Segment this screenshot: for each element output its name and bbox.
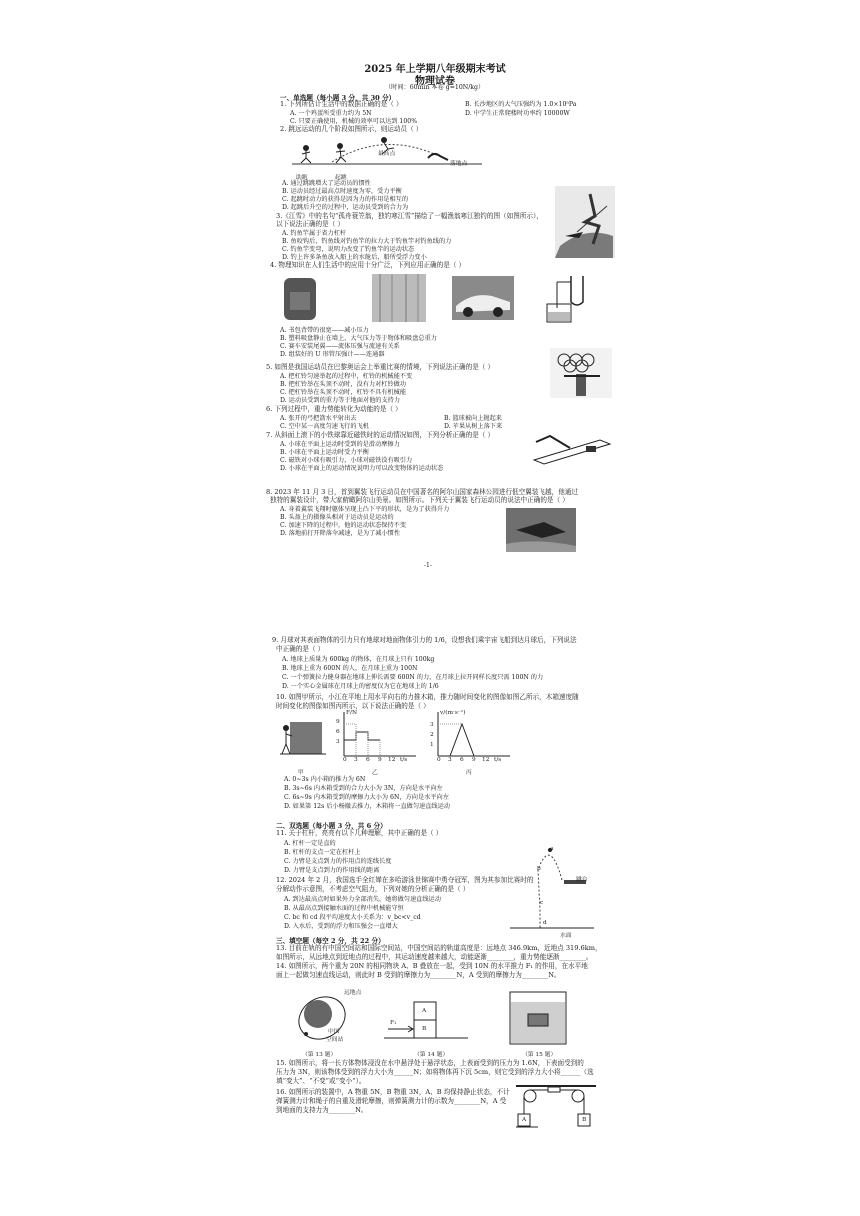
q7-stem: 7. 从斜面上滚下的小铁球靠近磁铁时的运动情况如图，下列分析正确的是（ ） <box>266 431 495 439</box>
exam-subject: 物理试卷 <box>415 76 455 87</box>
q9-option-a: A. 地球上质量为 600kg 的物体，在月球上只有 100kg <box>282 656 435 663</box>
q10-f-t-tick-0: 0 <box>343 757 347 763</box>
q10-fig-label-jia: 甲 <box>298 770 304 776</box>
q13-line-1: 13. 目前在轨的有中国空间站和国际空间站，中国空间站的轨道高度是：远地点 346.9km，近地点 319.6km， <box>276 944 602 952</box>
q1-stem: 1. 下列所估计生活中的数据正确的是（ ） <box>280 100 403 108</box>
caption-q14: （第 14 题） <box>414 1052 449 1058</box>
q12-option-b: B. 从最高点到接触水面的过程中机械能守恒 <box>284 905 404 912</box>
q14-line-1: 14. 如图所示，两个重为 20N 的相同物块 A、B 叠放在一起，受到 10N 的水平推力 F₁ 的作用，在水平地 <box>276 962 588 970</box>
fishing-painting-image <box>555 186 615 258</box>
q13-label-station: 空间站 <box>326 1037 344 1043</box>
weightlifting-image <box>550 348 612 398</box>
wingsuit-image <box>506 508 576 552</box>
q16-label-a: A <box>522 1117 527 1123</box>
q3-stem-2: 以下说法正确的是（ ） <box>276 220 345 228</box>
q10-v-axis-label: v/(m·s⁻¹) <box>440 710 466 716</box>
q12-stem-1: 12. 2024 年 2 月，我国选手全红婵在多哈游泳世锦赛中勇夺冠军，图为其参加比赛时的 <box>276 876 534 884</box>
q12-option-c: C. bc 和 cd 段平均速度大小关系为：v_bc<v_cd <box>284 914 421 921</box>
q7-option-d: D. 小球在平面上的运动情况说明力可以改变物体的运动状态 <box>280 465 444 472</box>
section-double-choice: 二、双选题（每小题 3 分，共 6 分） <box>276 822 387 830</box>
q10-f-tick-9: 9 <box>336 719 340 725</box>
q9-stem-2: 中正确的是（ ） <box>276 645 325 653</box>
q10-v-tick-2: 2 <box>430 732 434 738</box>
q16-line-2: 弹簧测力计和绳子的自重及滑轮摩擦，则弹簧测力计的示数为________N，A 受 <box>276 1097 507 1105</box>
q10-v-t-tick-12: 12 <box>482 757 490 763</box>
q8-option-b: B. 头盔上的摄像头相对于运动员是运动的 <box>280 514 394 521</box>
q15-beaker-figure <box>506 988 570 1046</box>
q1-option-d: D. 中学生正常爬楼时功率约 10000W <box>465 110 570 117</box>
q6-option-a: A. 张开的弓把箭水平射出去 <box>280 415 357 422</box>
q10-v-t-tick-3: 3 <box>448 757 452 763</box>
q8-option-a: A. 身着翼装飞翔时躯体呈现上凸下平的形状，是为了获得升力 <box>280 506 450 513</box>
magnet-ramp-figure <box>530 430 614 468</box>
q2-stem: 2. 跳远运动的几个阶段如图所示，则运动员（ ） <box>280 125 423 133</box>
q8-stem-1: 8. 2023 年 11 月 3 日，首到翼装飞行运动员在中国著名的阿尔山国家森林公园进行低空翼装飞越，他通过 <box>266 488 578 496</box>
q10-v-t-axis-label: t/s <box>494 757 502 763</box>
q8-option-c: C. 加速下降的过程中，他的运动状态保持不变 <box>280 522 407 529</box>
q4-option-a: A. 书包背带的很宽——减小压力 <box>280 327 369 334</box>
q6-stem: 6. 下列过程中，重力势能转化为动能的是（ ） <box>266 405 402 413</box>
q7-option-a: A. 小球在平面上运动时受到的是滑动摩擦力 <box>280 441 400 448</box>
q12-point-a: a <box>550 846 554 852</box>
q2-label-run: 助跑 <box>296 175 308 181</box>
q10-option-d: D. 如果第 12s 后小杨撤去推力，木箱将一直做匀速直线运动 <box>284 803 450 810</box>
q3-option-b: B. 鱼咬钩后，钓鱼线对钓鱼竿的拉力大于钓鱼竿对钓鱼线的力 <box>282 238 452 245</box>
q5-option-d: D. 运动员受到的重力等于地面对他的支持力 <box>280 397 401 404</box>
q9-option-c: C. 一个弹簧拉力健身器在地球上伸长需要 600N 的力，在月球上拉开同样长度只需 100N 的力 <box>282 674 544 681</box>
section-fill-blank: 三、填空题（每空 2 分，共 22 分） <box>276 937 385 945</box>
q2-label-landing: 落地点 <box>450 161 468 167</box>
q6-option-c: C. 空中某一高度匀速飞行的飞机 <box>280 423 369 430</box>
q12-label-platform: 跳台 <box>576 877 588 883</box>
q10-f-t-axis-label: t/s <box>400 757 408 763</box>
q14-line-2: 面上一起做匀速直线运动，则此时 B 受到的摩擦力为________N，A 受到的摩擦力为________N。 <box>276 971 561 979</box>
q10-option-a: A. 0~3s 内小箱的推力为 6N <box>284 776 366 783</box>
q10-stem-2: 时间变化的图像如图丙所示，以下说法正确的是（ ） <box>276 702 430 710</box>
q11-option-d: D. 力臂是支点到力的作用线的距离 <box>284 867 380 874</box>
q2-option-d: D. 起跳后升空的过程中，运动员受到的合力为 <box>282 204 409 211</box>
q10-f-tick-3: 3 <box>336 739 340 745</box>
q3-option-c: C. 钓鱼竿变弯，说明力改变了钓鱼竿的运动状态 <box>282 246 415 253</box>
q7-option-b: B. 小球在平面上运动时受力平衡 <box>280 449 369 456</box>
q10-velocity-time-graph <box>426 710 514 764</box>
q12-point-d: d <box>543 920 547 926</box>
u-tube-manometer-image <box>545 272 589 326</box>
q13-line-2: 如图所示，从远地点到近地点的过程中，其运动速度越来越大，动能逐渐________，重力势能逐渐________。 <box>276 953 593 961</box>
q4-option-b: B. 塑料吸盘静止在墙上，大气压力等于物体和吸盘总重力 <box>280 335 437 342</box>
q10-option-c: C. 6s~9s 内木箱受到的摩擦力大小为 6N，方向是水平向左 <box>284 794 449 801</box>
q2-option-c: C. 起跳时动力的获得是因为力的作用是相互的 <box>282 196 409 203</box>
q15-line-1: 15. 如图所示，将一长方体物体浸没在水中悬浮处于悬浮状态，上表面受到的压力为 1.6N，下表面受到的 <box>276 1059 584 1067</box>
q4-option-c: C. 赛车安装尾翼——流体压强与流速有关系 <box>280 343 400 350</box>
exam-title: 2025 年上学期八年级期末考试 <box>364 64 506 75</box>
q10-v-t-tick-9: 9 <box>472 757 476 763</box>
q12-point-c: c <box>540 900 544 906</box>
q1-option-a: A. 一个鸡蛋所受重力约为 5N <box>290 110 372 117</box>
q2-option-a: A. 通过跳跳增大了运动员的惯性 <box>282 180 371 187</box>
q12-label-water: 水面 <box>560 933 572 939</box>
q11-option-a: A. 杠杆一定是直的 <box>284 840 336 847</box>
q14-label-f1: F₁ <box>390 1020 397 1026</box>
q16-label-b: B <box>582 1117 587 1123</box>
q10-f-t-tick-6: 6 <box>366 757 370 763</box>
q2-label-highest: 最高点 <box>378 151 396 157</box>
q1-option-b: B. 长沙地区的大气压强约为 1.0×10⁵Pa <box>465 101 577 108</box>
backpack-image <box>280 274 320 322</box>
q10-v-tick-3: 3 <box>430 722 434 728</box>
q10-push-box-figure <box>280 716 326 758</box>
q10-v-t-tick-0: 0 <box>437 757 441 763</box>
q14-blocks-figure <box>384 994 468 1044</box>
q2-label-takeoff: 起跳 <box>335 175 347 181</box>
q5-option-b: B. 把杠铃举在头顶不动时，没有力对杠铃做功 <box>280 381 407 388</box>
q10-v-t-tick-6: 6 <box>460 757 464 763</box>
suction-cup-image <box>372 274 426 322</box>
q9-option-b: B. 地球上重为 600N 的人，在月球上重为 100N <box>282 665 418 672</box>
q2-option-b: B. 运动员经过最高点时速度为零，受力平衡 <box>282 188 402 195</box>
q3-stem-1: 3.《江雪》中的名句“孤舟蓑笠翁，独钓寒江雪”描绘了一幅渔翁寒江独钓的图（如图所示）， <box>276 212 543 220</box>
q10-fig-label-bing: 丙 <box>466 770 472 776</box>
q4-stem: 4. 物理知识在人们生活中的应用十分广泛，下列应用正确的是（ ） <box>270 261 466 269</box>
q9-option-d: D. 一个实心金属球在月球上的密度仅为它在地球上的 1/6 <box>282 683 439 690</box>
q6-option-b: B. 篮球被向上抛起来 <box>444 415 502 422</box>
q13-label-china: 中国 <box>328 1029 340 1035</box>
q3-option-a: A. 钓鱼竿属于省力杠杆 <box>282 230 347 237</box>
q11-stem: 11. 关于杠杆，亮亮有以下几种理解，其中正确的是（ ） <box>276 829 443 837</box>
q10-stem-1: 10. 如图甲所示，小江在平地上用水平向右的力推木箱，推力随时间变化的图像如图乙所示，木箱速度随 <box>276 693 579 701</box>
q12-diving-figure <box>510 840 594 936</box>
racecar-image <box>452 276 514 320</box>
q16-pulley-figure <box>516 1084 596 1130</box>
q15-line-3: 填“变大”、“不变”或“变小”）。 <box>276 1077 366 1085</box>
q13-label-apogee: 远地点 <box>344 990 362 996</box>
q11-option-b: B. 杠杆的支点一定在杠杆上 <box>284 849 361 856</box>
q4-option-d: D. 组装好的 U 形管压强计——连通器 <box>280 351 385 358</box>
q10-fig-label-yi: 乙 <box>372 770 378 776</box>
q11-option-c: C. 力臂是支点到力的作用点的连线长度 <box>284 858 392 865</box>
q7-option-c: C. 磁铁对小球有吸引力，小球对磁铁没有吸引力 <box>280 457 413 464</box>
page-1-number: -1- <box>424 562 432 569</box>
q5-option-a: A. 把杠铃匀速举起的过程中，杠铃的机械能不变 <box>280 373 413 380</box>
q12-option-d: D. 入水后，受到的浮力和压强会一直增大 <box>284 923 398 930</box>
q10-v-tick-1: 1 <box>430 742 434 748</box>
q16-line-1: 16. 如图所示的装置中，A 物重 5N，B 物重 3N，A、B 均保持静止状态，不计 <box>276 1088 510 1096</box>
caption-q13: （第 13 题） <box>302 1052 337 1058</box>
q16-line-3: 到地面的支持力为________N。 <box>276 1106 368 1114</box>
q10-option-b: B. 3s~6s 内木箱受到的合力大小为 3N，方向是水平向左 <box>284 785 443 792</box>
q6-option-d: D. 苹果从树上落下来 <box>444 423 503 430</box>
q14-label-a: A <box>422 1008 427 1014</box>
q5-stem: 5. 如图是我国运动员在巴黎奥运会上举重比赛的情境，下列说法正确的是（ ） <box>266 363 495 371</box>
q8-option-d: D. 落地前打开降落伞减速，是为了减小惯性 <box>280 530 401 537</box>
q5-option-c: C. 把杠铃举在头顶不动时，杠铃不具有机械能 <box>280 389 407 396</box>
q9-stem-1: 9. 月球对其表面物体的引力只有地球对地面物体引力的 1/6，设想我们乘宇宙飞船到达月球后，下列说法 <box>272 636 577 644</box>
q3-option-d: D. 钓上许多条鱼放入船上的水舱后，船所受浮力变小 <box>282 254 427 261</box>
caption-q15: （第 15 题） <box>522 1052 557 1058</box>
q1-option-c: C. 只要正确使用，机械的效率可以达到 100% <box>290 118 418 125</box>
q10-f-axis-label: F/N <box>346 710 358 716</box>
q14-label-b: B <box>422 1026 427 1032</box>
q12-point-b: b <box>537 866 541 872</box>
q10-force-time-graph <box>332 710 420 764</box>
q10-f-t-tick-9: 9 <box>378 757 382 763</box>
q15-line-2: 压力为 3N，则该物体受到的浮力大小为______N；如将物体再下沉 5cm，则它受到的浮力大小将______（选 <box>276 1068 594 1076</box>
section-single-choice: 一、单选题（每小题 3 分，共 30 分） <box>280 94 396 102</box>
q10-f-t-tick-3: 3 <box>354 757 358 763</box>
exam-meta: （时间：60min 本卷 g=10N/kg） <box>385 84 485 91</box>
q10-f-tick-6: 6 <box>336 729 340 735</box>
q10-f-t-tick-12: 12 <box>388 757 396 763</box>
q8-stem-2: 独特的翼装设计，带大家俯瞰阿尔山美景。如图所示。下列关于翼装飞行运动员的说法中正确的是（ ） <box>270 496 569 504</box>
q12-stem-2: 分解动作示意图，不考虑空气阻力，下列对她的分析正确的是（ ） <box>276 885 470 893</box>
q12-option-a: A. 到达最高点时如果外力全部消失，她将做匀速直线运动 <box>284 896 441 903</box>
